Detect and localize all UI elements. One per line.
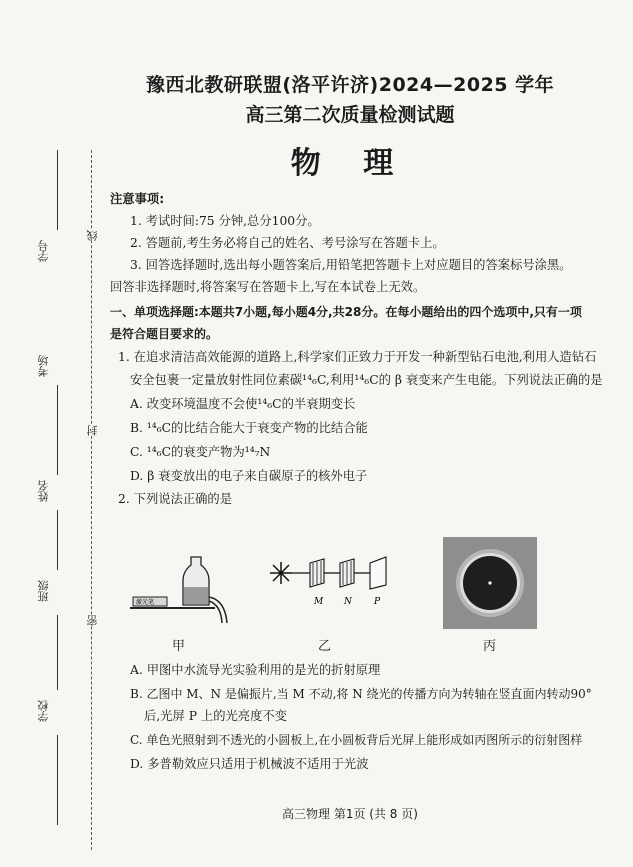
- q2-option-b-cont: 后,光屏 P 上的光亮度不变: [144, 709, 287, 723]
- figure-caption-bing: 丙: [483, 639, 497, 654]
- q1-option-b: B. ¹⁴₆C的比结合能大于衰变产物的比结合能: [130, 421, 368, 435]
- figure-label-n: N: [344, 597, 352, 607]
- q1-option-c: C. ¹⁴₆C的衰变产物为¹⁴₇N: [130, 445, 271, 459]
- margin-rule-exam-room: [57, 385, 58, 475]
- section1-line2: 是符合题目要求的。: [110, 327, 219, 341]
- cut-mark-mi: 密: [86, 615, 99, 626]
- q2-option-b: B. 乙图中 M、N 是偏振片,当 M 不动,将 N 绕光的传播方向为转轴在竖直面内转动90°: [130, 687, 592, 701]
- notice-heading: 注意事项:: [110, 192, 165, 206]
- margin-label-exam-room: 考场: [37, 355, 50, 377]
- notice-item-3: 3. 回答选择题时,选出每小题答案后,用铅笔把答题卡上对应题目的答案标号涂黑。: [130, 258, 572, 272]
- q2-option-a: A. 甲图中水流导光实验利用的是光的折射原理: [130, 663, 381, 677]
- figure-caption-jia: 甲: [172, 639, 186, 654]
- q1-option-a: A. 改变环境温度不会使¹⁴₆C的半衰期变长: [130, 397, 356, 411]
- notice-item-2: 2. 答题前,考生务必将自己的姓名、考号涂写在答题卡上。: [130, 236, 445, 250]
- q1-stem-line2: 安全包裹一定量放射性同位素碳¹⁴₆C,利用¹⁴₆C的 β 衰变来产生电能。下列说法正确的是: [130, 373, 603, 387]
- margin-rule-school: [57, 735, 58, 825]
- margin-label-student-id: 学号: [37, 240, 50, 262]
- figure-label-p: P: [374, 597, 381, 607]
- subject-title: 物 理: [290, 146, 410, 181]
- q1-option-d: D. β 衰变放出的电子来自碳原子的核外电子: [130, 469, 368, 483]
- figure-label-laser: 激光笔: [136, 599, 155, 606]
- cut-mark-feng: 封: [86, 425, 99, 436]
- cut-mark-xian: 线: [86, 230, 99, 241]
- margin-label-school: 学校: [37, 700, 50, 722]
- page-footer: 高三物理 第1页 (共 8 页): [282, 807, 418, 821]
- notice-item-3-cont: 回答非选择题时,将答案写在答题卡上,写在本试卷上无效。: [110, 280, 426, 294]
- margin-label-name: 姓名: [37, 480, 50, 502]
- section1-line1: 一、单项选择题:本题共7小题,每小题4分,共28分。在每小题给出的四个选项中,只有一项: [110, 305, 582, 319]
- notice-item-1: 1. 考试时间:75 分钟,总分100分。: [130, 214, 320, 228]
- figure-yi-polarizers: [262, 555, 397, 610]
- figure-jia-water-light-guide: [125, 545, 235, 625]
- figure-bing-diffraction: [443, 537, 537, 629]
- margin-rule-name: [57, 510, 58, 570]
- q2-stem: 2. 下列说法正确的是: [118, 492, 233, 506]
- q2-option-c: C. 单色光照射到不透光的小圆板上,在小圆板背后光屏上能形成如丙图所示的衍射图样: [130, 733, 583, 747]
- margin-label-class: 班级: [37, 580, 50, 602]
- q2-option-d: D. 多普勒效应只适用于机械波不适用于光波: [130, 757, 369, 771]
- q1-stem-line1: 1. 在追求清洁高效能源的道路上,科学家们正致力于开发一种新型钻石电池,利用人造钻石: [118, 350, 597, 364]
- margin-rule-student-id: [57, 150, 58, 230]
- margin-rule-class: [57, 615, 58, 690]
- exam-title-line2: 高三第二次质量检测试题: [245, 104, 455, 126]
- figure-caption-yi: 乙: [318, 639, 332, 654]
- figure-label-m: M: [314, 597, 324, 607]
- exam-title-line1: 豫西北教研联盟(洛平许济)2024—2025 学年: [145, 74, 555, 96]
- binding-dashed-line: [91, 150, 92, 850]
